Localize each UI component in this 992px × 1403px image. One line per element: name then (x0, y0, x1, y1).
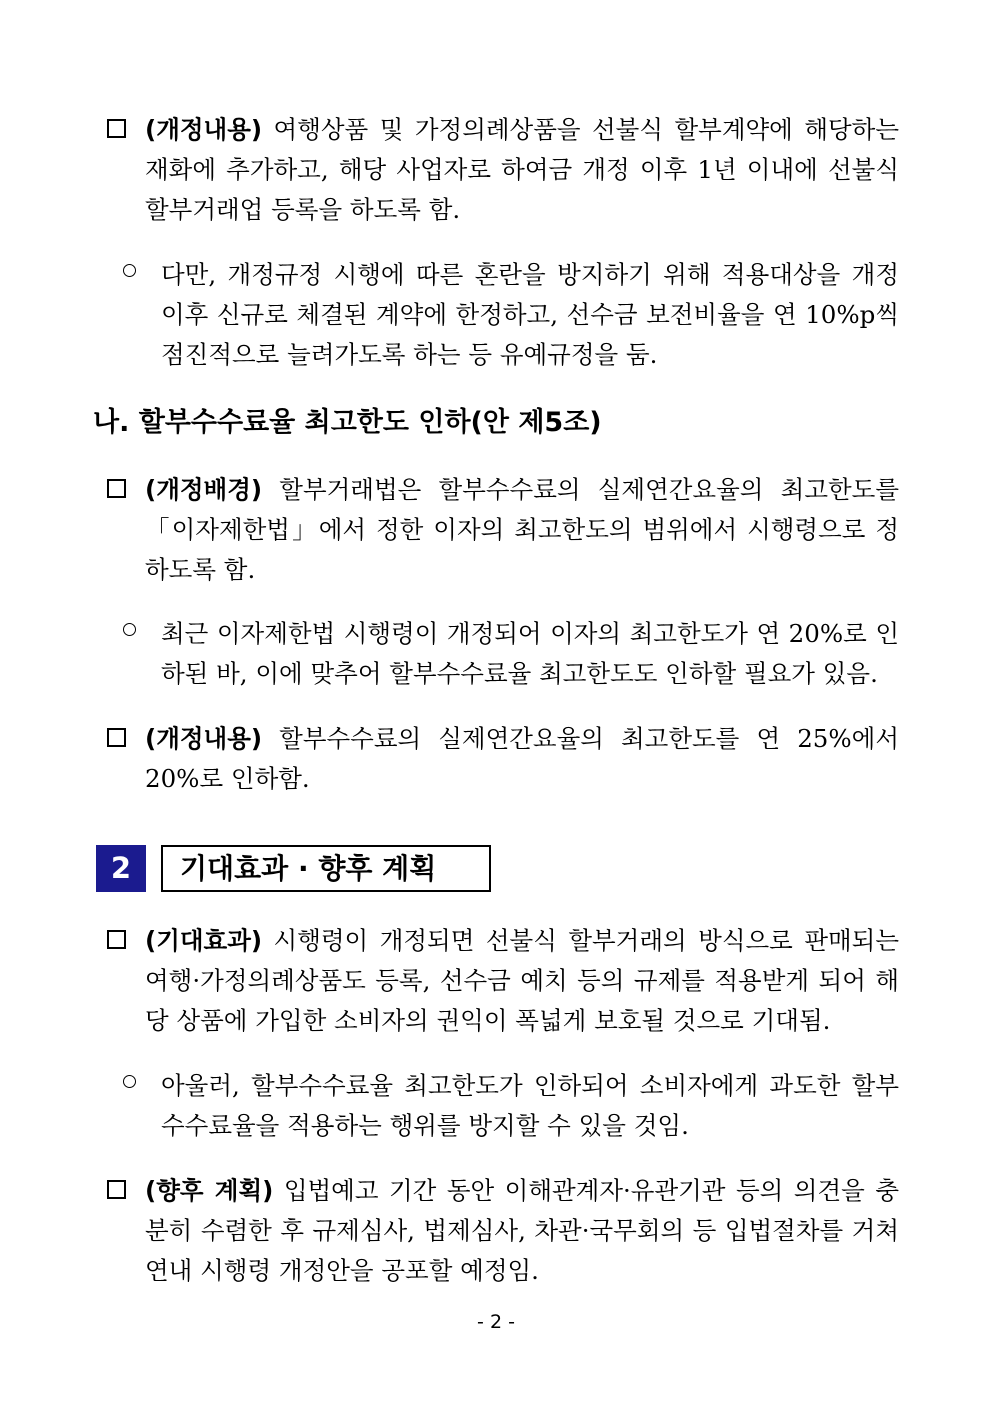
paragraph-text: 할부수수료의 실제연간요율의 최고한도를 연 25%에서 20%로 인하함. (145, 724, 899, 793)
paragraph-label: (향후 계획) (145, 1176, 274, 1205)
paragraph-text: 할부거래법은 할부수수료의 실제연간요율의 최고한도를 「이자제한법」에서 정한 이자의 최고한도의 범위에서 시행령으로 정하도록 함. (145, 475, 899, 584)
future-plan-paragraph (107, 1171, 899, 1291)
paragraph-text: 여행상품 및 가정의례상품을 선불식 할부계약에 해당하는 재화에 추가하고, 해당 사업자로 하여금 개정 이후 1년 이내에 선불식 할부거래업 등록을 하도록 함. (145, 115, 899, 224)
subheading-na: 나. 할부수수료율 최고한도 인하(안 제5조) (93, 407, 602, 438)
paragraph-text: 입법예고 기간 동안 이해관계자·유관기관 등의 의견을 충분히 수렴한 후 규제심사, 법제심사, 차관·국무회의 등 입법절차를 거쳐 연내 시행령 개정안을 공포할 예정임. (145, 1176, 899, 1285)
expected-effect-note (123, 1066, 899, 1146)
circle-bullet-icon (123, 623, 136, 636)
revision-content-paragraph (107, 110, 899, 230)
paragraph-label: (개정배경) (145, 475, 263, 504)
section-title: 기대효과 · 향후 계획 (161, 845, 491, 892)
paragraph-label: (개정내용) (145, 115, 263, 144)
checkbox-square-icon (107, 479, 126, 498)
checkbox-square-icon (107, 119, 126, 138)
revision-content-na-paragraph (107, 719, 899, 799)
note-text: 최근 이자제한법 시행령이 개정되어 이자의 최고한도가 연 20%로 인하된 바, 이에 맞추어 할부수수료율 최고한도도 인하할 필요가 있음. (161, 619, 899, 688)
paragraph-label: (개정내용) (145, 724, 263, 753)
paragraph-label: (기대효과) (145, 926, 263, 955)
note-text: 다만, 개정규정 시행에 따른 혼란을 방지하기 위해 적용대상을 개정 이후 신규로 체결된 계약에 한정하고, 선수금 보전비율을 연 10%p씩 점진적으로 늘려가도록 하는 등 유예규정을 둠. (161, 260, 899, 369)
revision-content-note (123, 255, 899, 375)
checkbox-square-icon (107, 930, 126, 949)
circle-bullet-icon (123, 264, 136, 277)
paragraph-text: 시행령이 개정되면 선불식 할부거래의 방식으로 판매되는 여행·가정의례상품도 등록, 선수금 예치 등의 규제를 적용받게 되어 해당 상품에 가입한 소비자의 권익이 폭넓게 보호될 것으로 기대됨. (145, 926, 899, 1035)
revision-background-note (123, 614, 899, 694)
expected-effect-paragraph (107, 921, 899, 1041)
page-number: - 2 - (477, 1311, 515, 1333)
checkbox-square-icon (107, 1180, 126, 1199)
circle-bullet-icon (123, 1075, 136, 1088)
revision-background-paragraph (107, 470, 899, 590)
note-text: 아울러, 할부수수료율 최고한도가 인하되어 소비자에게 과도한 할부수수료율을 적용하는 행위를 방지할 수 있을 것임. (161, 1071, 899, 1140)
section-number: 2 (96, 845, 146, 892)
checkbox-square-icon (107, 728, 126, 747)
